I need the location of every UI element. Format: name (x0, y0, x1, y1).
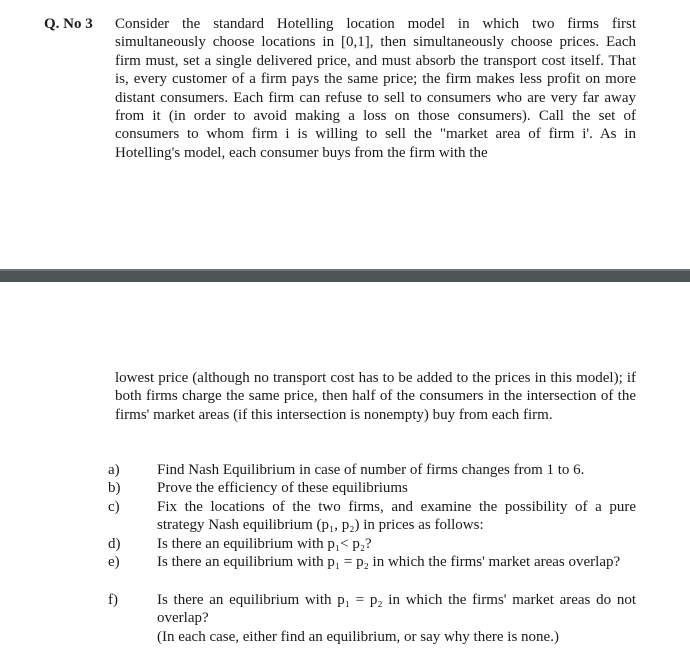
item-text: Is there an equilibrium with p₁ = p₂ in which the firms' market areas do not overlap? (157, 592, 636, 627)
item-text: Prove the efficiency of these equilibriums (157, 480, 408, 496)
item-label: c) (108, 499, 120, 515)
item-label: e) (108, 554, 120, 570)
item-text: Fix the locations of the two firms, and examine the possibility of a pure strategy Nash equilibrium (p₁, p₂) in prices as follows: (157, 499, 636, 534)
item-text: Find Nash Equilibrium in case of number of firms changes from 1 to 6. (157, 462, 585, 478)
item-label: d) (108, 536, 121, 552)
question-paragraph-1: Consider the standard Hotelling location model in which two firms first simultaneously choose locations in [0,1], then simultaneously choose prices. Each firm must, set a single delivered price, and must absorb the transport cost itself. That is, every customer of a firm pays the same price; the firm makes less profit on more distant consumers. Each firm can refuse to sell to consumers who are very far away from it (in order to avoid making a loss on those consumers). Call the set of consumers to whom firm i is willing to sell the "market area of firm i'. As in Hotelling's model, each consumer buys from the firm with the (115, 16, 636, 161)
item-text: Is there an equilibrium with p₁ = p₂ in which the firms' market areas overlap? (157, 554, 621, 570)
item-text: Is there an equilibrium with p₁< p₂? (157, 536, 372, 552)
item-label: f) (108, 592, 118, 608)
question-label: Q. No 3 (44, 16, 93, 32)
closing-note: (In each case, either find an equilibrium, or say why there is none.) (157, 629, 559, 645)
question-paragraph-2: lowest price (although no transport cost has to be added to the prices in this model); if both firms charge the same price, then half of the consumers in the intersection of the firms' market areas (if this intersection is nonempty) buy from each firm. (115, 370, 636, 423)
page-divider (0, 269, 690, 282)
item-label: a) (108, 462, 120, 478)
item-label: b) (108, 480, 121, 496)
